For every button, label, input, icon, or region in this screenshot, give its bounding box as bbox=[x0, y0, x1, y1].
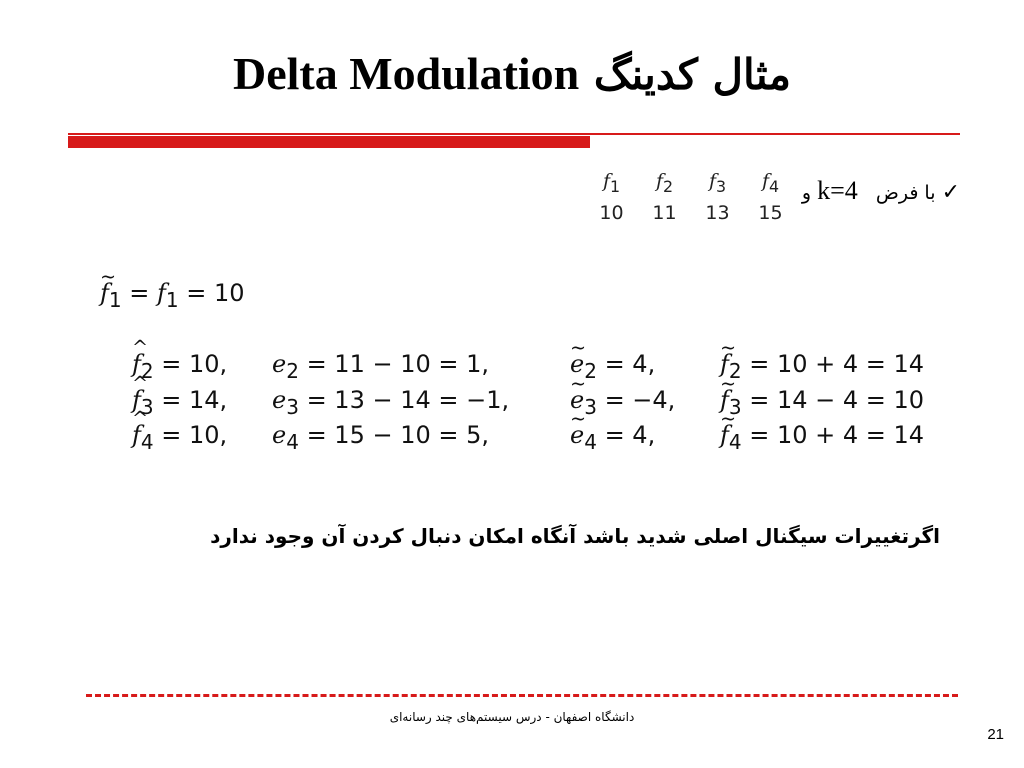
equation-error-3: $e_3 = 13 - 14 = -1$, bbox=[272, 386, 510, 419]
values-table-header: $f_3$ bbox=[708, 170, 727, 196]
bullet-prefix: با فرض bbox=[875, 182, 936, 204]
equation-initial: ~ $f_1 = f_1 = 10$ bbox=[100, 279, 245, 312]
footer-course-credit: دانشگاه اصفهان - درس سیستم‌های چند رسانه‌ای bbox=[389, 710, 635, 724]
values-table-cell: 15 bbox=[758, 201, 783, 224]
slide-title bbox=[0, 44, 1024, 105]
title-divider-thin bbox=[68, 133, 960, 135]
equation-ftilde-4: ~ $f_4 = 10 + 4 = 14$ bbox=[720, 421, 924, 454]
values-table-header: $f_1$ bbox=[602, 170, 621, 196]
values-table-cell: 10 bbox=[599, 201, 624, 224]
header-subscript: 2 bbox=[662, 176, 674, 196]
equation-fhat-3: ^ $f_3 = 14$, bbox=[132, 386, 227, 419]
assumption-bullet bbox=[802, 176, 960, 206]
values-table-cell: 13 bbox=[705, 201, 730, 224]
header-subscript: 4 bbox=[768, 176, 780, 196]
equation-quant-error-2: ~ $e_2 = 4$, bbox=[570, 350, 655, 383]
values-table-header: $f_2$ bbox=[655, 170, 674, 196]
equation-ftilde-2: ~ $f_2 = 10 + 4 = 14$ bbox=[720, 350, 924, 383]
equation-error-4: $e_4 = 15 - 10 = 5$, bbox=[272, 421, 490, 454]
title-persian: مثال کدینگ bbox=[593, 50, 791, 99]
footer-dashed-divider bbox=[86, 694, 958, 697]
title-divider-thick bbox=[68, 136, 590, 148]
values-table-cell: 11 bbox=[652, 201, 677, 224]
values-table bbox=[585, 168, 797, 227]
header-subscript: 1 bbox=[609, 176, 621, 196]
equation-fhat-4: ^ $f_4 = 10$, bbox=[132, 421, 227, 454]
equation-quant-error-3: ~ $e_3 = -4$, bbox=[570, 386, 675, 419]
f-tilde-symbol: ~ f bbox=[100, 279, 109, 307]
page-number: 21 bbox=[987, 726, 1004, 743]
values-table-header: $f_4$ bbox=[761, 170, 780, 196]
header-subscript: 3 bbox=[715, 176, 727, 196]
bullet-suffix: و bbox=[801, 182, 812, 204]
k-expression: k=4 bbox=[817, 176, 858, 205]
values-table-header-row bbox=[585, 168, 797, 200]
equation-error-2: $e_2 = 11 - 10 = 1$, bbox=[272, 350, 490, 383]
equation-quant-error-4: ~ $e_4 = 4$, bbox=[570, 421, 655, 454]
title-latin: Delta Modulation bbox=[232, 48, 580, 99]
slope-overload-note: اگرتغییرات سیگنال اصلی شدید باشد آنگاه امکان دنبال کردن آن وجود ندارد bbox=[210, 524, 940, 548]
equation-ftilde-3: ~ $f_3 = 14 - 4 = 10$ bbox=[720, 386, 924, 419]
checkmark-icon: ✓ bbox=[941, 180, 960, 205]
values-table-value-row bbox=[585, 200, 797, 227]
equation-fhat-2: ^ $f_2 = 10$, bbox=[132, 350, 227, 383]
